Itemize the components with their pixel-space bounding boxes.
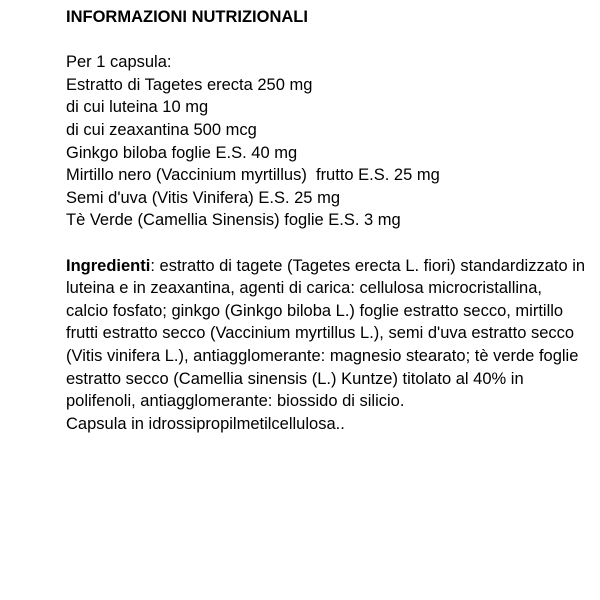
nutrient-line-mirtillo: Mirtillo nero (Vaccinium myrtillus) frutto E.S. 25 mg: [66, 166, 440, 185]
nutrient-line-luteina: di cui luteina 10 mg: [66, 98, 209, 117]
nutrition-document: [66, 6, 586, 435]
ingredients-text: : estratto di tagete (Tagetes erecta L. fiori) standardizzato in luteina e in zeaxantina, agenti di carica: cellulosa microcristallina, calcio fosfato; ginkgo (Ginkgo biloba L.) foglie estratto secco, mirtillo frutti estratto secco (Vaccinium myrtillus L.), semi d'uva estratto secco (Vitis vinifera L.), antiagglomerante: magnesio stearato; tè verde foglie estratto secco (Camellia sinensis (L.) Kuntze) titolato al 40% in polifenoli, antiagglomerante: biossido di silicio.: [66, 256, 586, 411]
nutrient-line-zeaxantina: di cui zeaxantina 500 mcg: [66, 120, 257, 139]
per-capsule-section: [66, 51, 586, 232]
capsule-note: Capsula in idrossipropilmetilcellulosa..: [66, 414, 345, 433]
ingredients-label: Ingredienti: [66, 256, 151, 275]
spacer: [66, 29, 586, 52]
nutrient-line-tagetes: Estratto di Tagetes erecta 250 mg: [66, 75, 313, 94]
ingredients-paragraph: [66, 255, 586, 413]
nutrient-line-te-verde: Tè Verde (Camellia Sinensis) foglie E.S. 3 mg: [66, 211, 401, 230]
per-capsule-heading: Per 1 capsula:: [66, 53, 172, 72]
nutrient-line-semi-uva: Semi d'uva (Vitis Vinifera) E.S. 25 mg: [66, 188, 340, 207]
nutrient-line-ginkgo: Ginkgo biloba foglie E.S. 40 mg: [66, 143, 298, 162]
spacer: [66, 232, 586, 255]
document-title: INFORMAZIONI NUTRIZIONALI: [66, 8, 308, 26]
